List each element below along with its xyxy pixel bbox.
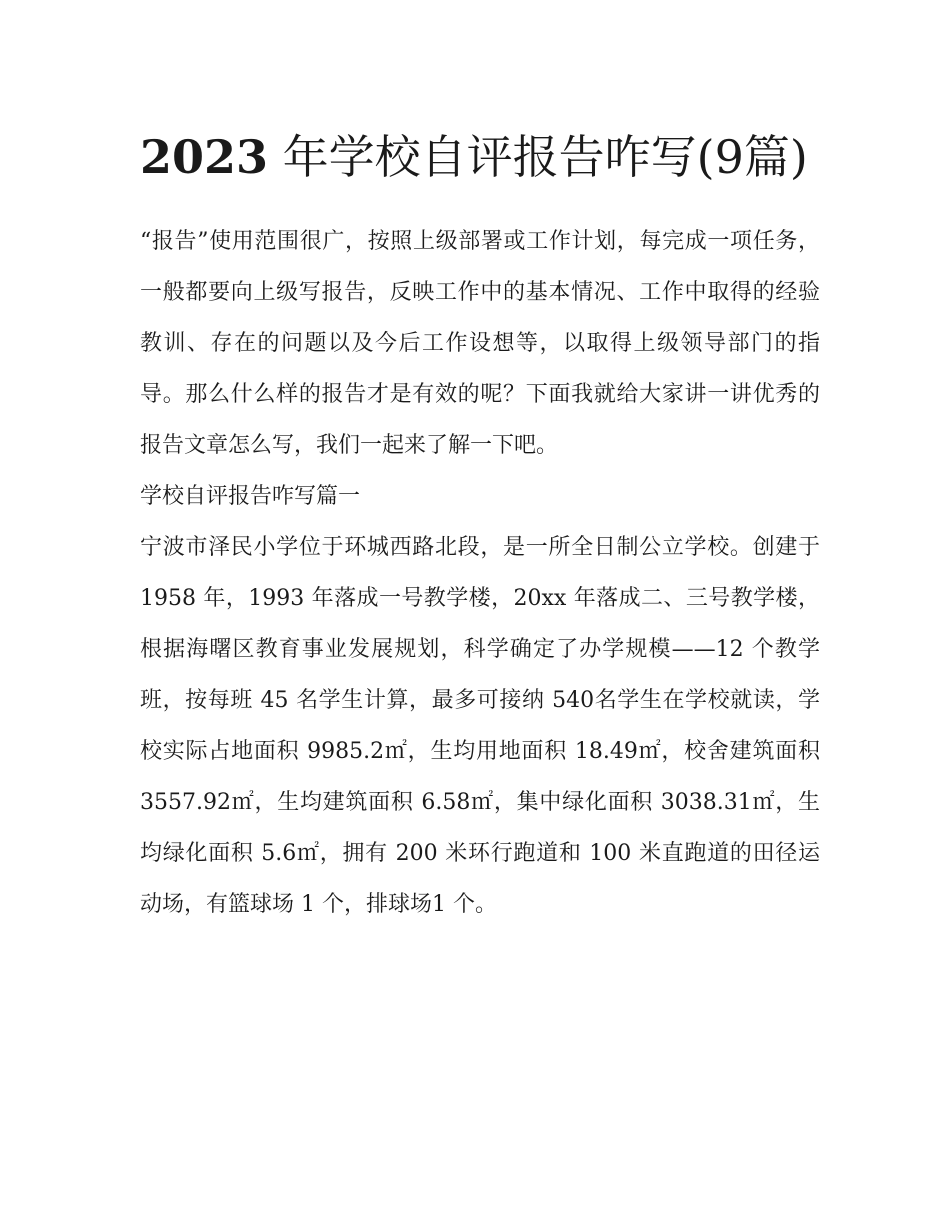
section-heading: 学校自评报告咋写篇一 [140,484,361,509]
document-page [140,118,820,930]
document-body [140,216,820,930]
title-number: 2023 [140,130,269,184]
document-title [140,118,820,196]
title-text: 年学校自评报告咋写(9篇) [268,130,808,184]
intro-paragraph: “报告”使用范围很广，按照上级部署或工作计划，每完成一项任务，一般都要向上级写报告，反映工作中的基本情况、工作中取得的经验教训、存在的问题以及今后工作设想等，以取得上级领导部门的指导。那么什么样的报告才是有效的呢？下面我就给大家讲一讲优秀的报告文章怎么写，我们一起来了解一下吧。 [140,229,820,458]
section-paragraph: 宁波市泽民小学位于环城西路北段，是一所全日制公立学校。创建于 1958 年，1993 年落成一号教学楼，20xx 年落成二、三号教学楼，根据海曙区教育事业发展规划，科学确定了办学规模——12 个教学班，按每班 45 名学生计算，最多可接纳 540名学生在学校就读，学校实际占地面积 9985.2㎡，生均用地面积 18.49㎡，校舍建筑面积 3557.92㎡，生均建筑面积 6.58㎡，集中绿化面积 3038.31㎡，生均绿化面积 5.6㎡，拥有 200 米环行跑道和 100 米直跑道的田径运动场，有篮球场 1 个，排球场1 个。 [140,535,820,917]
